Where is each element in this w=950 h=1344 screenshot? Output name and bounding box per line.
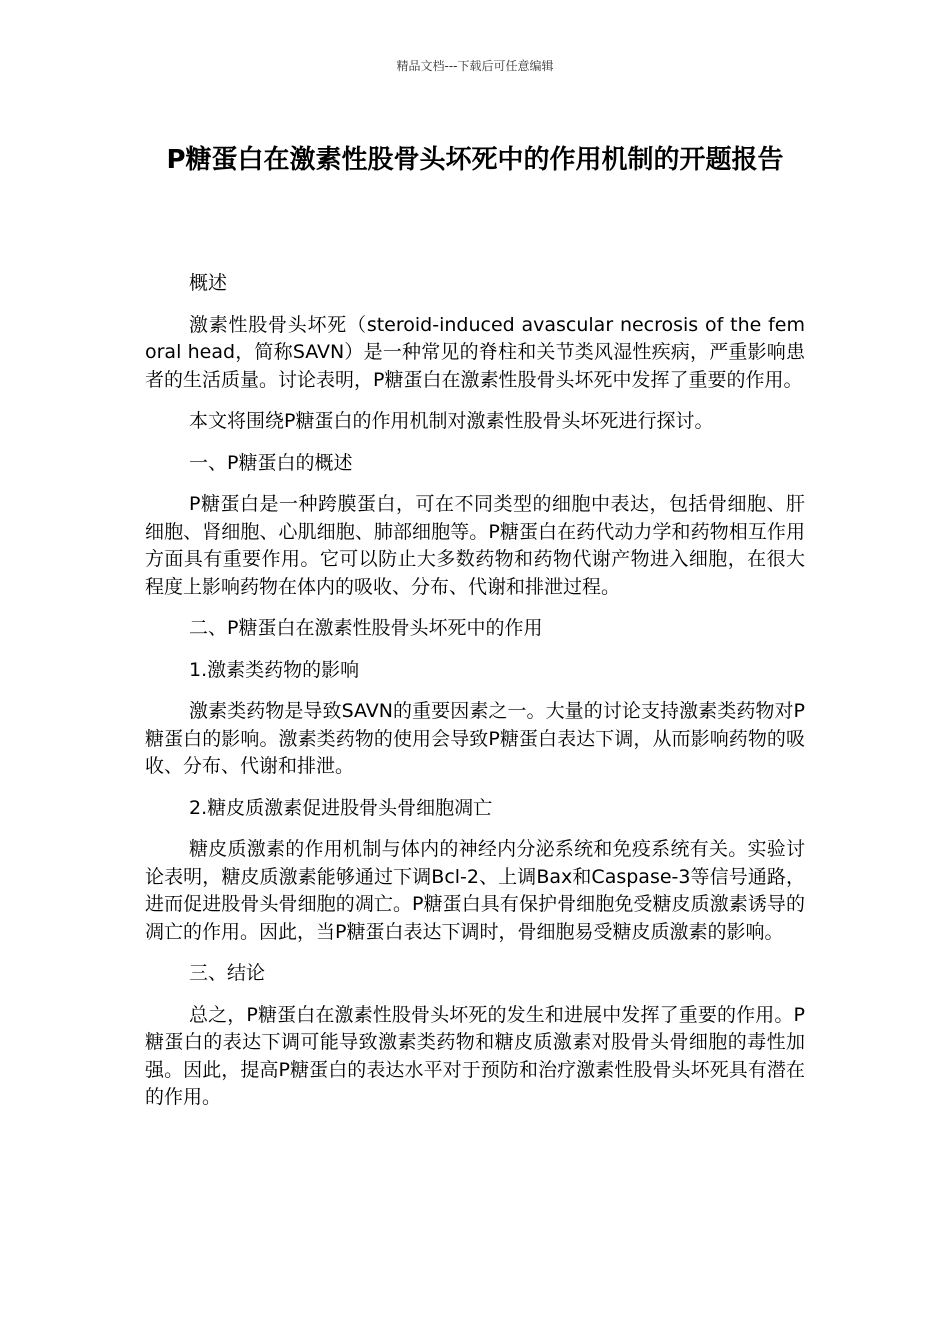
paragraph-intro: 激素性股骨头坏死（steroid-induced avascular necrosis of the femoral head，简称SAVN）是一种常见的脊柱和关节类风湿性疾病，严重影响患者的生活质量。讨论表明，P糖蛋白在激素性股骨头坏死中发挥了重要的作用。 (145, 313, 805, 391)
subsection-heading-2-2: 2.糖皮质激素促进股骨头骨细胞凋亡 (189, 796, 493, 819)
subsection-heading-2-1: 1.激素类药物的影响 (189, 658, 360, 681)
paragraph-purpose: 本文将围绕P糖蛋白的作用机制对激素性股骨头坏死进行探讨。 (189, 410, 714, 432)
paragraph-conclusion: 总之，P糖蛋白在激素性股骨头坏死的发生和进展中发挥了重要的作用。P糖蛋白的表达下调可能导致激素类药物和糖皮质激素对股骨头骨细胞的毒性加强。因此，提高P糖蛋白的表达水平对于预防和治疗激素性股骨头坏死具有潜在的作用。 (145, 1003, 805, 1108)
section-heading-overview: 概述 (189, 272, 228, 294)
paragraph-glucocorticoid: 糖皮质激素的作用机制与体内的神经内分泌系统和免疫系统有关。实验讨论表明，糖皮质激素能够通过下调Bcl-2、上调Bax和Caspase-3等信号通路，进而促进股骨头骨细胞的凋亡。P糖蛋白具有保护骨细胞免受糖皮质激素诱导的凋亡的作用。因此，当P糖蛋白表达下调时，骨细胞易受糖皮质激素的影响。 (145, 838, 805, 943)
section-heading-2: 二、P糖蛋白在激素性股骨头坏死中的作用 (189, 617, 543, 639)
document-title: P糖蛋白在激素性股骨头坏死中的作用机制的开题报告 (166, 145, 784, 175)
document-body (145, 270, 805, 1126)
section-heading-3: 三、结论 (189, 962, 266, 984)
header-note: 精品文档---下载后可任意编辑 (396, 59, 554, 73)
paragraph-hormone-drugs: 激素类药物是导致SAVN的重要因素之一。大量的讨论支持激素类药物对P糖蛋白的影响。激素类药物的使用会导致P糖蛋白表达下调，从而影响药物的吸收、分布、代谢和排泄。 (145, 700, 805, 777)
paragraph-pgp-overview: P糖蛋白是一种跨膜蛋白，可在不同类型的细胞中表达，包括骨细胞、肝细胞、肾细胞、心肌细胞、肺部细胞等。P糖蛋白在药代动力学和药物相互作用方面具有重要作用。它可以防止大多数药物和药物代谢产物进入细胞，在很大程度上影响药物在体内的吸收、分布、代谢和排泄过程。 (145, 493, 805, 598)
section-heading-1: 一、P糖蛋白的概述 (189, 451, 353, 474)
